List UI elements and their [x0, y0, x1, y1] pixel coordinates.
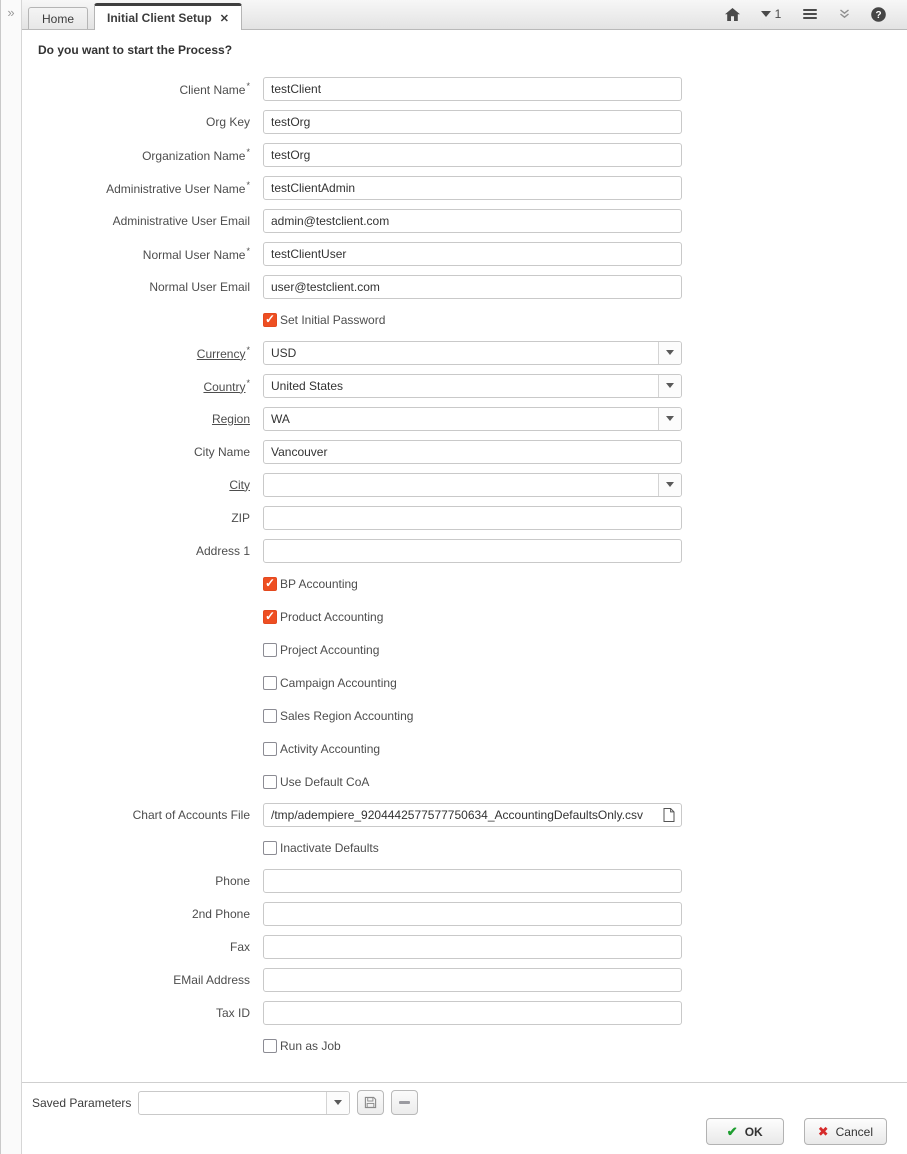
currency-input[interactable] — [264, 342, 658, 364]
home-icon[interactable] — [715, 0, 749, 29]
administrative-user-email-input[interactable] — [264, 210, 681, 232]
field-row-currency — [22, 336, 907, 369]
run-as-job-checkbox-label: Run as Job — [280, 1038, 341, 1053]
normal-user-email-field — [263, 275, 682, 299]
client-name-field — [263, 77, 682, 101]
save-parameters-button[interactable] — [357, 1090, 384, 1115]
normal-user-email-input[interactable] — [264, 276, 681, 298]
tax-id-input[interactable] — [264, 1002, 681, 1024]
email-address-field — [263, 968, 682, 992]
tab-initial-client-setup[interactable] — [94, 3, 242, 30]
ok-check-icon: ✔ — [726, 1124, 738, 1139]
cancel-button[interactable] — [804, 1118, 887, 1145]
field-row-project-accounting — [22, 633, 907, 666]
field-row-administrative-user-email — [22, 204, 907, 237]
field-row-phone — [22, 864, 907, 897]
administrative-user-name-label: Administrative User Name — [106, 181, 246, 196]
field-row-city-name — [22, 435, 907, 468]
zip-input[interactable] — [264, 507, 681, 529]
field-row-org-key — [22, 105, 907, 138]
field-row-product-accounting — [22, 600, 907, 633]
country-dropdown-button[interactable] — [658, 375, 681, 397]
required-asterisk: * — [246, 245, 250, 256]
org-key-label: Org Key — [205, 114, 250, 129]
field-row-fax — [22, 930, 907, 963]
chart-of-accounts-file-file-icon[interactable] — [657, 804, 681, 826]
ok-button-label: OK — [744, 1124, 763, 1139]
process-dialog — [22, 30, 907, 1154]
field-row-activity-accounting — [22, 732, 907, 765]
saved-parameters-bar — [22, 1082, 907, 1115]
field-row-administrative-user-name — [22, 171, 907, 204]
city-name-label: City Name — [193, 444, 250, 459]
set-initial-password-checkbox[interactable] — [263, 313, 277, 327]
normal-user-name-input[interactable] — [264, 243, 681, 265]
email-address-label: EMail Address — [173, 972, 250, 987]
dialog-buttons — [706, 1118, 887, 1145]
organization-name-input[interactable] — [264, 144, 681, 166]
field-row-country — [22, 369, 907, 402]
field-row-tax-id — [22, 996, 907, 1029]
city-dropdown-button[interactable] — [658, 474, 681, 496]
saved-parameters-input[interactable] — [139, 1092, 326, 1114]
org-key-field — [263, 110, 682, 134]
field-row-use-default-coa — [22, 765, 907, 798]
currency-dropdown-button[interactable] — [658, 342, 681, 364]
org-key-input[interactable] — [264, 111, 681, 133]
cancel-x-icon: ✖ — [817, 1124, 829, 1139]
expand-panel-icon[interactable]: » — [7, 5, 15, 20]
menu-icon[interactable] — [793, 0, 827, 29]
organization-name-field — [263, 143, 682, 167]
region-label[interactable]: Region — [211, 411, 250, 426]
2nd-phone-label: 2nd Phone — [191, 906, 250, 921]
tab-close-icon[interactable]: ✕ — [219, 12, 229, 25]
field-row-campaign-accounting — [22, 666, 907, 699]
tax-id-field — [263, 1001, 682, 1025]
city-name-field — [263, 440, 682, 464]
field-row-normal-user-email — [22, 270, 907, 303]
collapse-all-icon[interactable] — [827, 0, 861, 29]
fax-field — [263, 935, 682, 959]
tab-bar — [22, 0, 907, 30]
field-row-bp-accounting — [22, 567, 907, 600]
chart-of-accounts-file-field — [263, 803, 682, 827]
client-name-label: Client Name — [179, 82, 246, 97]
country-field — [263, 374, 682, 398]
tab-initial-client-setup-label: Initial Client Setup — [107, 11, 212, 25]
country-input[interactable] — [264, 375, 658, 397]
minus-icon — [399, 1101, 410, 1104]
activity-accounting-checkbox[interactable] — [263, 742, 277, 756]
chart-of-accounts-file-input[interactable] — [264, 804, 657, 826]
cancel-button-label: Cancel — [835, 1124, 873, 1139]
run-as-job-checkbox[interactable] — [263, 1039, 277, 1053]
normal-user-name-field — [263, 242, 682, 266]
2nd-phone-input[interactable] — [264, 903, 681, 925]
inactivate-defaults-checkbox[interactable] — [263, 841, 277, 855]
use-default-coa-checkbox[interactable] — [263, 775, 277, 789]
region-field — [263, 407, 682, 431]
sales-region-accounting-checkbox[interactable] — [263, 709, 277, 723]
organization-name-label: Organization Name — [142, 148, 246, 163]
administrative-user-name-field — [263, 176, 682, 200]
activity-accounting-checkbox-label: Activity Accounting — [280, 741, 381, 756]
2nd-phone-field — [263, 902, 682, 926]
fax-input[interactable] — [264, 936, 681, 958]
project-accounting-checkbox-label: Project Accounting — [280, 642, 380, 657]
hamburger-icon — [803, 9, 817, 19]
product-accounting-checkbox-label: Product Accounting — [280, 609, 384, 624]
inactivate-defaults-checkbox-label: Inactivate Defaults — [280, 840, 379, 855]
process-question: Do you want to start the Process? — [38, 43, 233, 57]
use-default-coa-checkbox-label: Use Default CoA — [280, 774, 370, 789]
field-row-address-1 — [22, 534, 907, 567]
email-address-input[interactable] — [264, 969, 681, 991]
svg-text:?: ? — [874, 9, 882, 21]
phone-label: Phone — [215, 873, 250, 888]
required-asterisk: * — [246, 344, 250, 355]
delete-parameters-button[interactable] — [391, 1090, 418, 1115]
administrative-user-email-field — [263, 209, 682, 233]
campaign-accounting-checkbox[interactable] — [263, 676, 277, 690]
chart-of-accounts-file-label: Chart of Accounts File — [132, 807, 250, 822]
city-name-input[interactable] — [264, 441, 681, 463]
saved-parameters-combo — [138, 1091, 350, 1115]
tax-id-label: Tax ID — [215, 1005, 250, 1020]
set-initial-password-checkbox-label: Set Initial Password — [280, 312, 386, 327]
required-asterisk: * — [246, 179, 250, 190]
ok-button[interactable] — [706, 1118, 784, 1145]
currency-label[interactable]: Currency — [196, 346, 246, 361]
field-row-chart-of-accounts-file — [22, 798, 907, 831]
field-row-inactivate-defaults — [22, 831, 907, 864]
bp-accounting-checkbox-label: BP Accounting — [280, 576, 358, 591]
zip-label: ZIP — [231, 510, 250, 525]
campaign-accounting-checkbox-label: Campaign Accounting — [280, 675, 397, 690]
field-row-email-address — [22, 963, 907, 996]
city-label[interactable]: City — [229, 477, 250, 492]
region-dropdown-button[interactable] — [658, 408, 681, 430]
city-field — [263, 473, 682, 497]
toolbar-icons — [715, 0, 907, 29]
address-1-field — [263, 539, 682, 563]
zip-field — [263, 506, 682, 530]
floppy-icon — [364, 1096, 377, 1109]
address-1-label: Address 1 — [195, 543, 250, 558]
field-row-2nd-phone — [22, 897, 907, 930]
west-collapsed-panel — [0, 0, 22, 1154]
administrative-user-name-input[interactable] — [264, 177, 681, 199]
field-row-normal-user-name — [22, 237, 907, 270]
currency-field — [263, 341, 682, 365]
field-row-region — [22, 402, 907, 435]
country-label[interactable]: Country — [203, 379, 246, 394]
field-row-organization-name — [22, 138, 907, 171]
field-row-sales-region-accounting — [22, 699, 907, 732]
process-form — [22, 72, 907, 1062]
field-row-city — [22, 468, 907, 501]
phone-input[interactable] — [264, 870, 681, 892]
region-input[interactable] — [264, 408, 658, 430]
caret-down-icon — [761, 11, 771, 17]
help-icon[interactable] — [861, 0, 895, 29]
window-list-dropdown-icon[interactable] — [749, 0, 793, 29]
field-row-zip — [22, 501, 907, 534]
required-asterisk: * — [246, 80, 250, 91]
fax-label: Fax — [229, 939, 250, 954]
administrative-user-email-label: Administrative User Email — [112, 213, 250, 228]
tab-home[interactable] — [28, 7, 88, 29]
bp-accounting-checkbox[interactable] — [263, 577, 277, 591]
client-name-input[interactable] — [264, 78, 681, 100]
field-row-set-initial-password — [22, 303, 907, 336]
window-count: 1 — [774, 7, 782, 21]
required-asterisk: * — [246, 377, 250, 388]
city-input[interactable] — [264, 474, 658, 496]
tab-home-label: Home — [42, 11, 75, 26]
saved-parameters-dropdown-button[interactable] — [326, 1092, 349, 1114]
phone-field — [263, 869, 682, 893]
field-row-run-as-job — [22, 1029, 907, 1062]
normal-user-email-label: Normal User Email — [149, 279, 250, 294]
field-row-client-name — [22, 72, 907, 105]
saved-parameters-label: Saved Parameters — [32, 1095, 132, 1110]
project-accounting-checkbox[interactable] — [263, 643, 277, 657]
sales-region-accounting-checkbox-label: Sales Region Accounting — [280, 708, 414, 723]
product-accounting-checkbox[interactable] — [263, 610, 277, 624]
address-1-input[interactable] — [264, 540, 681, 562]
required-asterisk: * — [246, 146, 250, 157]
normal-user-name-label: Normal User Name — [142, 247, 246, 262]
